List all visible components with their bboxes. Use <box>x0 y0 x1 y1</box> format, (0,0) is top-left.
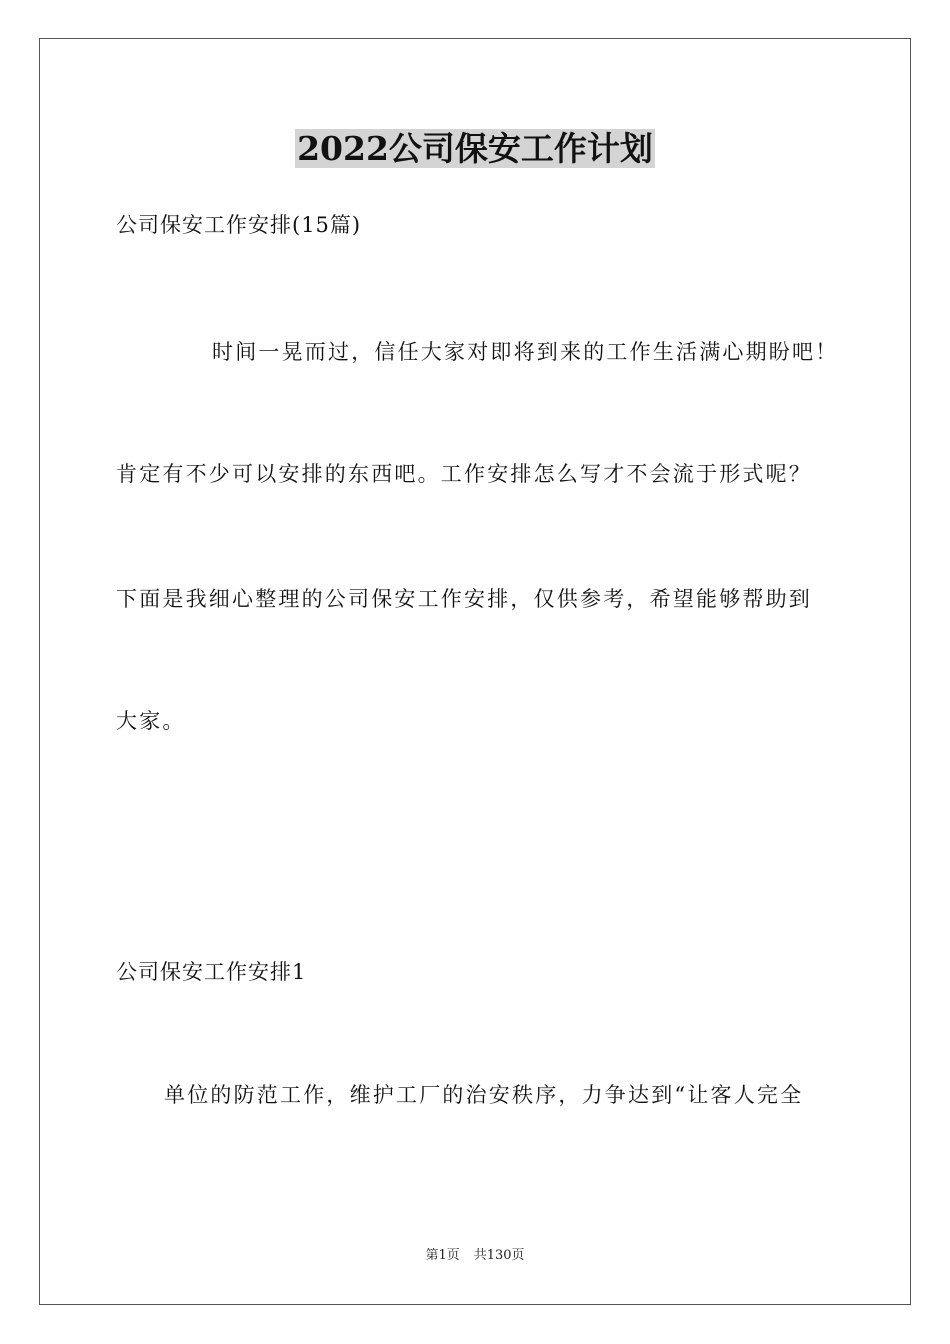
intro-line-4: 大家。 <box>116 709 186 733</box>
intro-line-1: 时间一晃而过，信任大家对即将到来的工作生活满心期盼吧！ <box>212 340 839 364</box>
document-subtitle: 公司保安工作安排(15篇) <box>116 213 362 237</box>
document-title <box>0 126 950 172</box>
intro-line-3: 下面是我细心整理的公司保安工作安排，仅供参考，希望能够帮助到 <box>116 587 812 611</box>
page-footer <box>0 1246 950 1266</box>
intro-line-2: 肯定有不少可以安排的东西吧。工作安排怎么写才不会流于形式呢？ <box>116 462 812 486</box>
section-heading: 公司保安工作安排1 <box>116 960 307 984</box>
document-title-text: 2022公司保安工作计划 <box>297 129 653 168</box>
section-line-1: 单位的防范工作，维护工厂的治安秩序，力争达到“让客人完全 <box>164 1083 804 1107</box>
page-total: 共130页 <box>473 1248 525 1263</box>
page-number: 第1页 <box>425 1248 460 1263</box>
